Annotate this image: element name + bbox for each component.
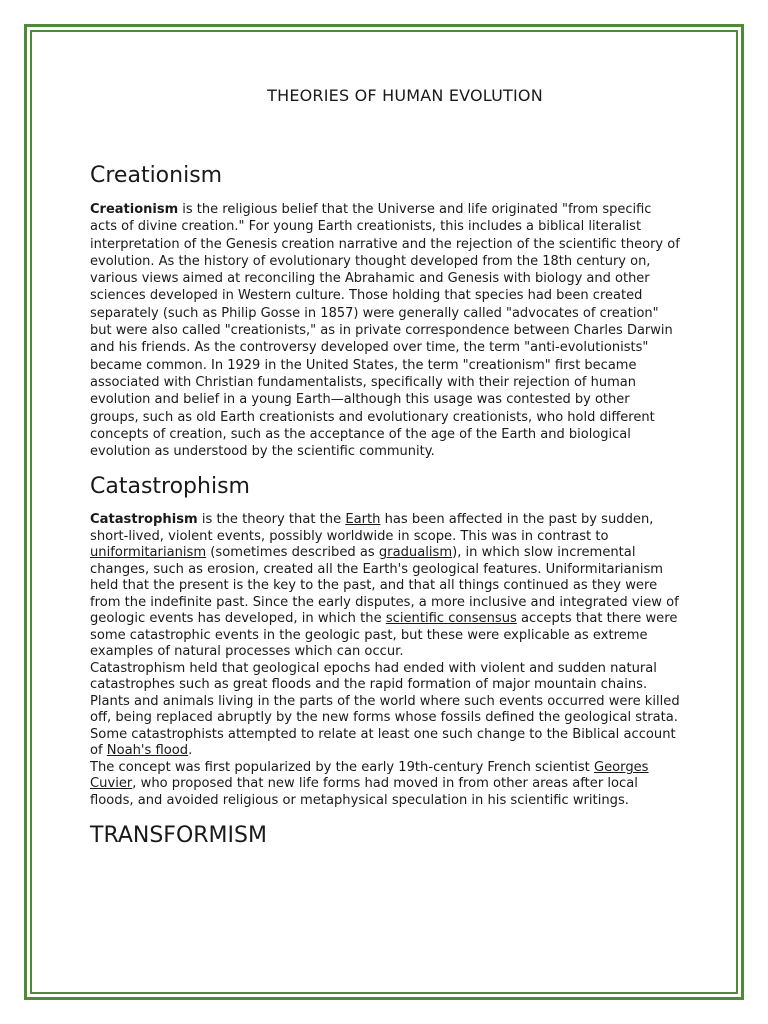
- heading-catastrophism: Catastrophism: [90, 474, 250, 500]
- link-scientific-consensus[interactable]: scientific consensus: [385, 611, 517, 627]
- paragraph-creationism: [90, 201, 680, 460]
- heading-transformism: TRANSFORMISM: [90, 823, 267, 849]
- text-span: , who proposed that new life forms had moved in from other areas after local floods, and avoided religious or metaphysical speculation in his scientific writings.: [90, 776, 638, 808]
- term-creationism: Creationism: [90, 202, 179, 217]
- link-noahs-flood[interactable]: Noah's flood: [106, 743, 189, 759]
- link-uniformitarianism[interactable]: uniformitarianism: [90, 545, 207, 561]
- text-span: Catastrophism held that geological epochs had ended with violent and sudden natural catastrophes such as great floods and the rapid formation of major mountain chains. Plants and animals living in the parts of the world where such events occurred were killed off, being replaced abruptly by the new forms whose fossils defined the geological strata. Some catastrophists attempted to relate at least one such change to the Biblical account of: [90, 660, 680, 759]
- text-span: .: [188, 743, 193, 759]
- link-gradualism[interactable]: gradualism: [378, 545, 453, 561]
- paragraph-catastrophism-1: [90, 512, 680, 661]
- text-span: has been affected in the past by sudden, short-lived, violent events, possibly worldwide in scope. This was in contrast to: [90, 512, 654, 544]
- creationism-text: is the religious belief that the Universe and life originated "from specific acts of divine creation." For young Earth creationists, this includes a biblical literalist interpretation of the Genesis creation narrative and the rejection of the scientific theory of evolution. As the history of evolutionary thought developed from the 18th century on, various views aimed at reconciling the Abrahamic and Genesis with biology and other sciences developed in Western culture. Those holding that species had been created separately (such as Philip Gosse in 1857) were generally called "advocates of creation" but were also called "creationists," as in private correspondence between Charles Darwin and his friends. As the controversy developed over time, the term "anti-evolutionists" became common. In 1929 in the United States, the term "creationism" first became associated with Christian fundamentalists, specifically with their rejection of human evolution and belief in a young Earth—although this usage was contested by other groups, such as old Earth creationists and evolutionary creationists, who hold different concepts of creation, such as the acceptance of the age of the Earth and biological evolution as understood by the scientific community.: [90, 202, 680, 460]
- text-span: accepts that there were some catastrophic events in the geologic past, but these were explicable as extreme examples of natural processes which can occur.: [90, 611, 678, 660]
- paragraph-catastrophism-3: [90, 760, 680, 810]
- text-span: The concept was first popularized by the early 19th-century French scientist: [90, 759, 594, 775]
- section-catastrophism: [90, 512, 680, 809]
- document-title: THEORIES OF HUMAN EVOLUTION: [267, 86, 543, 105]
- link-earth[interactable]: Earth: [345, 512, 381, 528]
- heading-creationism: Creationism: [90, 163, 223, 188]
- text-span: is the theory that the: [197, 512, 346, 528]
- document-body: [90, 86, 680, 851]
- paragraph-catastrophism-2: [90, 661, 680, 760]
- text-span: (sometimes described as: [206, 545, 379, 561]
- text-span: ), in which slow incremental changes, such as erosion, created all the Earth's geological features. Uniformitarianism held that the present is the key to the past, and that all things continued as they were from the indefinite past. Since the early disputes, a more inclusive and integrated view of geologic events has developed, in which the: [90, 545, 679, 627]
- term-catastrophism: Catastrophism: [90, 512, 198, 528]
- link-georges-cuvier[interactable]: Georges Cuvier: [90, 759, 649, 792]
